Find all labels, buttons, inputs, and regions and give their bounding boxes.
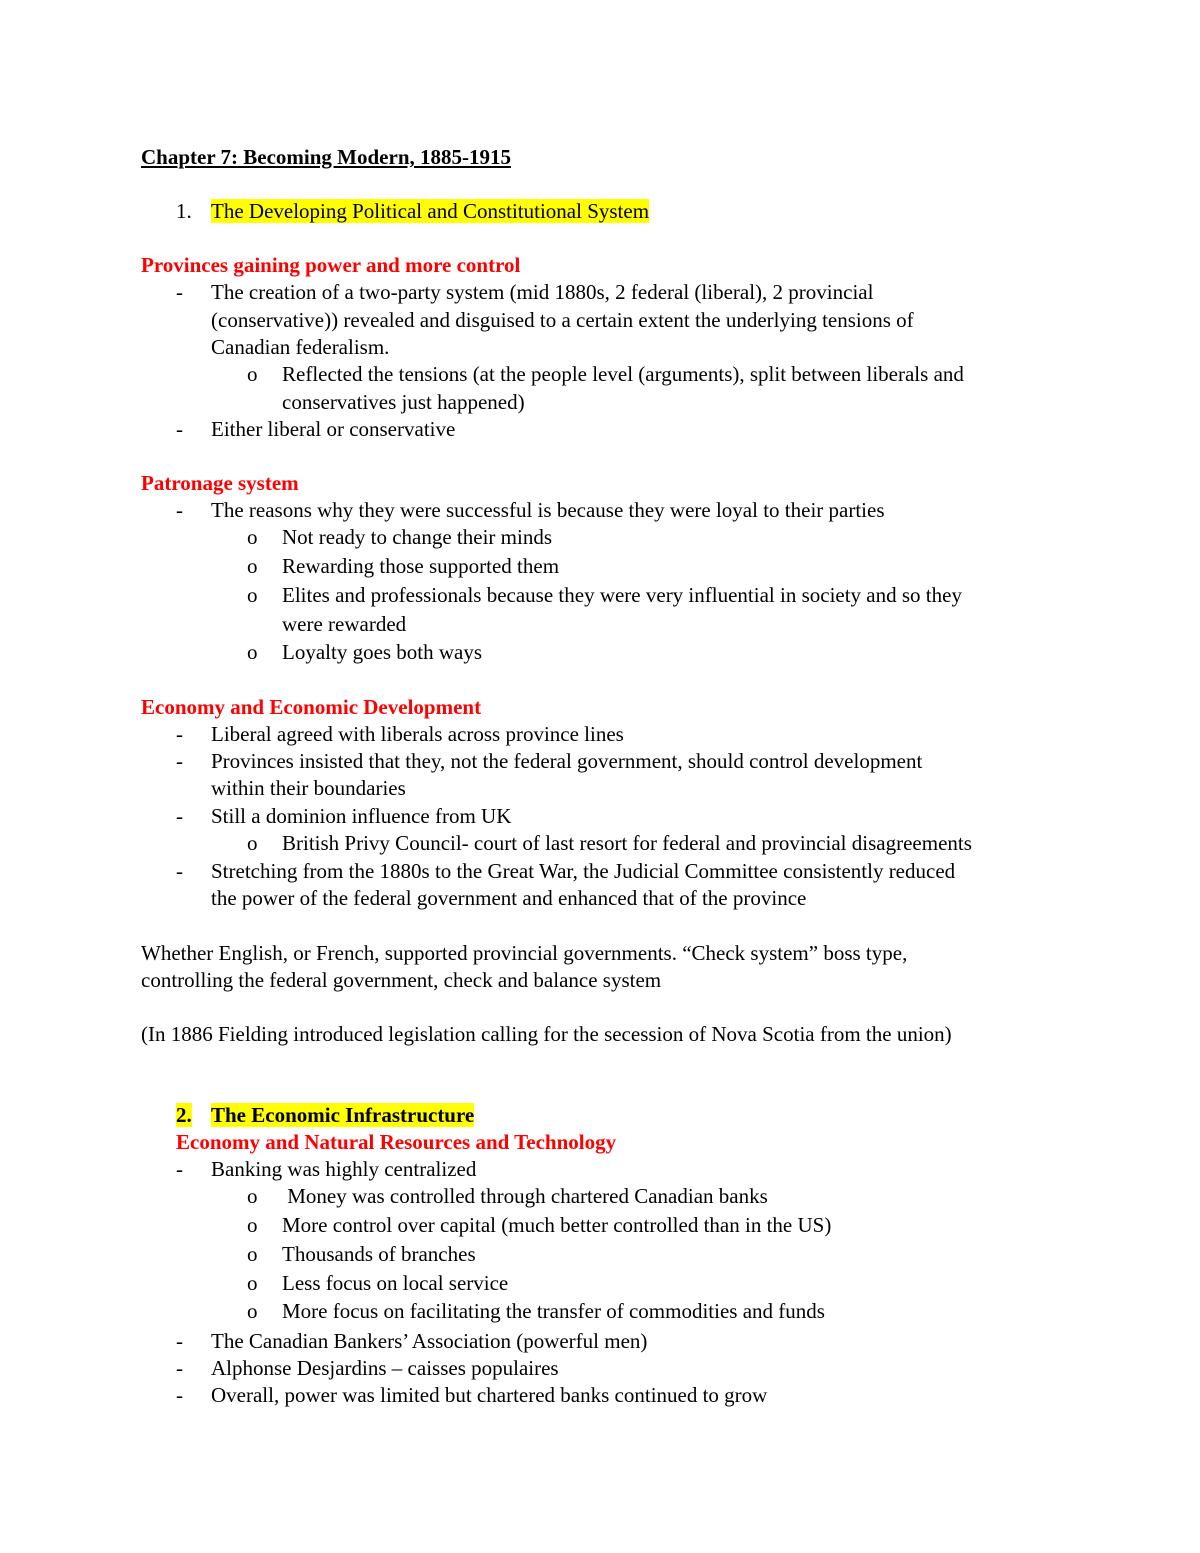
sub-list-item-line: Elites and professionals because they were very influential in society and so they (282, 583, 962, 607)
dash-marker: - (176, 280, 183, 304)
list-item-line: Alphonse Desjardins – caisses populaires (211, 1356, 559, 1380)
list-item-line: Liberal agreed with liberals across province lines (211, 722, 624, 746)
subheading-economy: Economy and Economic Development (141, 695, 482, 719)
sub-list-item-line: British Privy Council- court of last resort for federal and provincial disagreements (282, 831, 972, 855)
dash-marker: - (176, 859, 183, 883)
list-item-line: The reasons why they were successful is because they were loyal to their parties (211, 498, 885, 522)
list-item-line: (conservative)) revealed and disguised to a certain extent the underlying tensions of (211, 308, 914, 332)
section2-number-text: 2. (176, 1103, 192, 1127)
sub-list-item-line: Rewarding those supported them (282, 554, 560, 578)
sub-list-item-line: Less focus on local service (282, 1271, 509, 1295)
section2-heading (211, 1102, 474, 1129)
list-item-line: Either liberal or conservative (211, 417, 456, 441)
list-item-line: The Canadian Bankers’ Association (powerful men) (211, 1329, 648, 1353)
list-item-line: Canadian federalism. (211, 335, 390, 359)
circle-bullet-marker: o (247, 1184, 258, 1208)
sub-list-item-line: Thousands of branches (282, 1242, 476, 1266)
circle-bullet-marker: o (247, 1271, 258, 1295)
section1-number: 1. (176, 199, 192, 223)
subheading-natural-resources-text: Economy and Natural Resources and Technology (176, 1130, 617, 1154)
dash-marker: - (176, 722, 183, 746)
dash-marker: - (176, 1383, 183, 1407)
circle-bullet-marker: o (247, 640, 258, 664)
subheading-patronage: Patronage system (141, 471, 299, 495)
circle-bullet-marker: o (247, 1213, 258, 1237)
section1-heading-text: The Developing Political and Constitutional System (211, 199, 650, 223)
circle-bullet-marker: o (247, 525, 258, 549)
dash-marker: - (176, 804, 183, 828)
sub-list-item-line: Money was controlled through chartered Canadian banks (282, 1184, 768, 1208)
dash-marker: - (176, 417, 183, 441)
circle-bullet-marker: o (247, 1242, 258, 1266)
dash-marker: - (176, 1329, 183, 1353)
circle-bullet-marker: o (247, 583, 258, 607)
list-item-line: Overall, power was limited but chartered banks continued to grow (211, 1383, 768, 1407)
section2-number (176, 1102, 192, 1129)
circle-bullet-marker: o (247, 554, 258, 578)
section1-heading (211, 198, 649, 225)
sub-list-item-line: More focus on facilitating the transfer of commodities and funds (282, 1299, 825, 1323)
sub-list-item-line: were rewarded (282, 612, 407, 636)
dash-marker: - (176, 498, 183, 522)
list-item-line: the power of the federal government and enhanced that of the province (211, 886, 807, 910)
list-item-line: Stretching from the 1880s to the Great War, the Judicial Committee consistently reduced (211, 859, 956, 883)
circle-bullet-marker: o (247, 362, 258, 386)
list-item-line: Still a dominion influence from UK (211, 804, 512, 828)
dash-marker: - (176, 1157, 183, 1181)
paragraph-line: controlling the federal government, check and balance system (141, 968, 662, 992)
circle-bullet-marker: o (247, 1299, 258, 1323)
section2-heading-text: The Economic Infrastructure (211, 1103, 475, 1127)
subheading-natural-resources (176, 1129, 616, 1156)
sub-list-item-line: Not ready to change their minds (282, 525, 553, 549)
sub-list-item-line: More control over capital (much better controlled than in the US) (282, 1213, 832, 1237)
list-item-line: Banking was highly centralized (211, 1157, 477, 1181)
list-item-line: Provinces insisted that they, not the federal government, should control development (211, 749, 923, 773)
sub-list-item-line: Reflected the tensions (at the people level (arguments), split between liberals and (282, 362, 964, 386)
list-item-line: The creation of a two-party system (mid 1880s, 2 federal (liberal), 2 provincial (211, 280, 874, 304)
sub-list-item-line: Loyalty goes both ways (282, 640, 483, 664)
paragraph-line: Whether English, or French, supported provincial governments. “Check system” boss type, (141, 941, 908, 965)
paragraph-line: (In 1886 Fielding introduced legislation calling for the secession of Nova Scotia from the union) (141, 1022, 952, 1046)
sub-list-item-line: conservatives just happened) (282, 390, 525, 414)
document-title: Chapter 7: Becoming Modern, 1885-1915 (141, 145, 511, 169)
circle-bullet-marker: o (247, 831, 258, 855)
subheading-provinces: Provinces gaining power and more control (141, 253, 521, 277)
list-item-line: within their boundaries (211, 776, 406, 800)
dash-marker: - (176, 749, 183, 773)
dash-marker: - (176, 1356, 183, 1380)
